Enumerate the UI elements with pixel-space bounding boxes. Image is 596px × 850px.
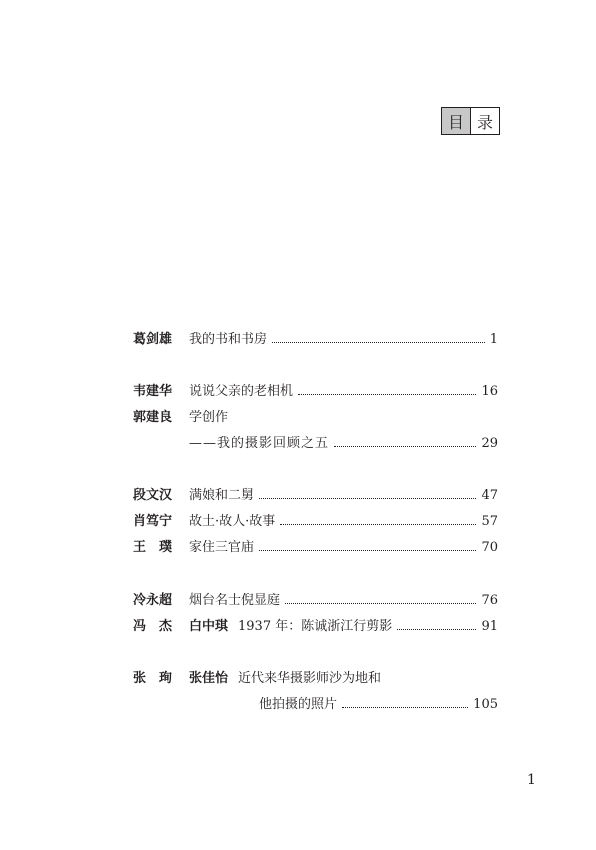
toc-title: 家住三官庙 [189, 540, 255, 555]
dot-leader [397, 629, 476, 630]
dot-leader [342, 707, 468, 708]
toc-entry[interactable] [133, 669, 498, 689]
toc-title: 1937 年：陈诚浙江行剪影 [238, 619, 393, 634]
toc-coauthor: 张佳怡 [189, 671, 229, 686]
toc-author: 王 璞 [133, 540, 173, 555]
toc-entry[interactable] [133, 408, 498, 428]
dot-leader [259, 550, 476, 551]
toc-title: 学创作 [189, 410, 229, 425]
toc-page-number: 70 [481, 540, 498, 555]
toc-title: 近代来华摄影师沙为地和 [238, 671, 382, 686]
toc-author: 段文汉 [133, 488, 173, 503]
toc-title: 说说父亲的老相机 [189, 384, 294, 399]
toc-entry[interactable] [133, 538, 498, 558]
toc-entry[interactable] [133, 617, 498, 637]
toc-subtitle: ——我的摄影回顾之五 [189, 436, 330, 451]
toc-author: 葛剑雄 [133, 332, 173, 347]
toc-page-number: 57 [481, 514, 498, 529]
toc-title: 故土·故人·故事 [189, 514, 276, 529]
toc-title-continuation: 他拍摄的照片 [259, 697, 338, 712]
toc-author: 冷永超 [133, 593, 173, 608]
toc-title: 满娘和二舅 [189, 488, 255, 503]
toc-title: 我的书和书房 [189, 332, 268, 347]
toc-entry[interactable] [133, 382, 498, 402]
toc-heading-char-mu: 目 [442, 108, 471, 134]
dot-leader [259, 498, 476, 499]
page-folio-number: 1 [527, 772, 536, 788]
toc-entry[interactable] [133, 330, 498, 350]
toc-author: 郭建良 [133, 410, 173, 425]
toc-entry[interactable] [133, 591, 498, 611]
toc-entry-continuation[interactable] [189, 434, 498, 454]
toc-entry[interactable] [133, 486, 498, 506]
toc-coauthor: 白中琪 [189, 619, 229, 634]
dot-leader [280, 524, 476, 525]
toc-page-number: 29 [481, 436, 498, 451]
toc-heading-box [441, 107, 500, 135]
toc-heading-char-lu: 录 [476, 112, 493, 132]
toc-page-number: 16 [481, 384, 498, 399]
toc-author: 冯 杰 [133, 619, 173, 634]
toc-author: 张 珣 [133, 671, 173, 686]
toc-page-number: 105 [473, 697, 498, 712]
toc-author: 肖笃宁 [133, 514, 173, 529]
toc-page-number: 47 [481, 488, 498, 503]
dot-leader [272, 342, 485, 343]
toc-page-number: 91 [481, 619, 498, 634]
toc-page-number: 1 [489, 332, 498, 347]
toc-entry-continuation[interactable] [259, 695, 498, 715]
toc-title: 烟台名士倪显庭 [189, 593, 281, 608]
toc-entry[interactable] [133, 512, 498, 532]
dot-leader [298, 394, 476, 395]
toc-author: 韦建华 [133, 384, 173, 399]
toc-page-number: 76 [481, 593, 498, 608]
dot-leader [334, 446, 476, 447]
dot-leader [285, 603, 476, 604]
